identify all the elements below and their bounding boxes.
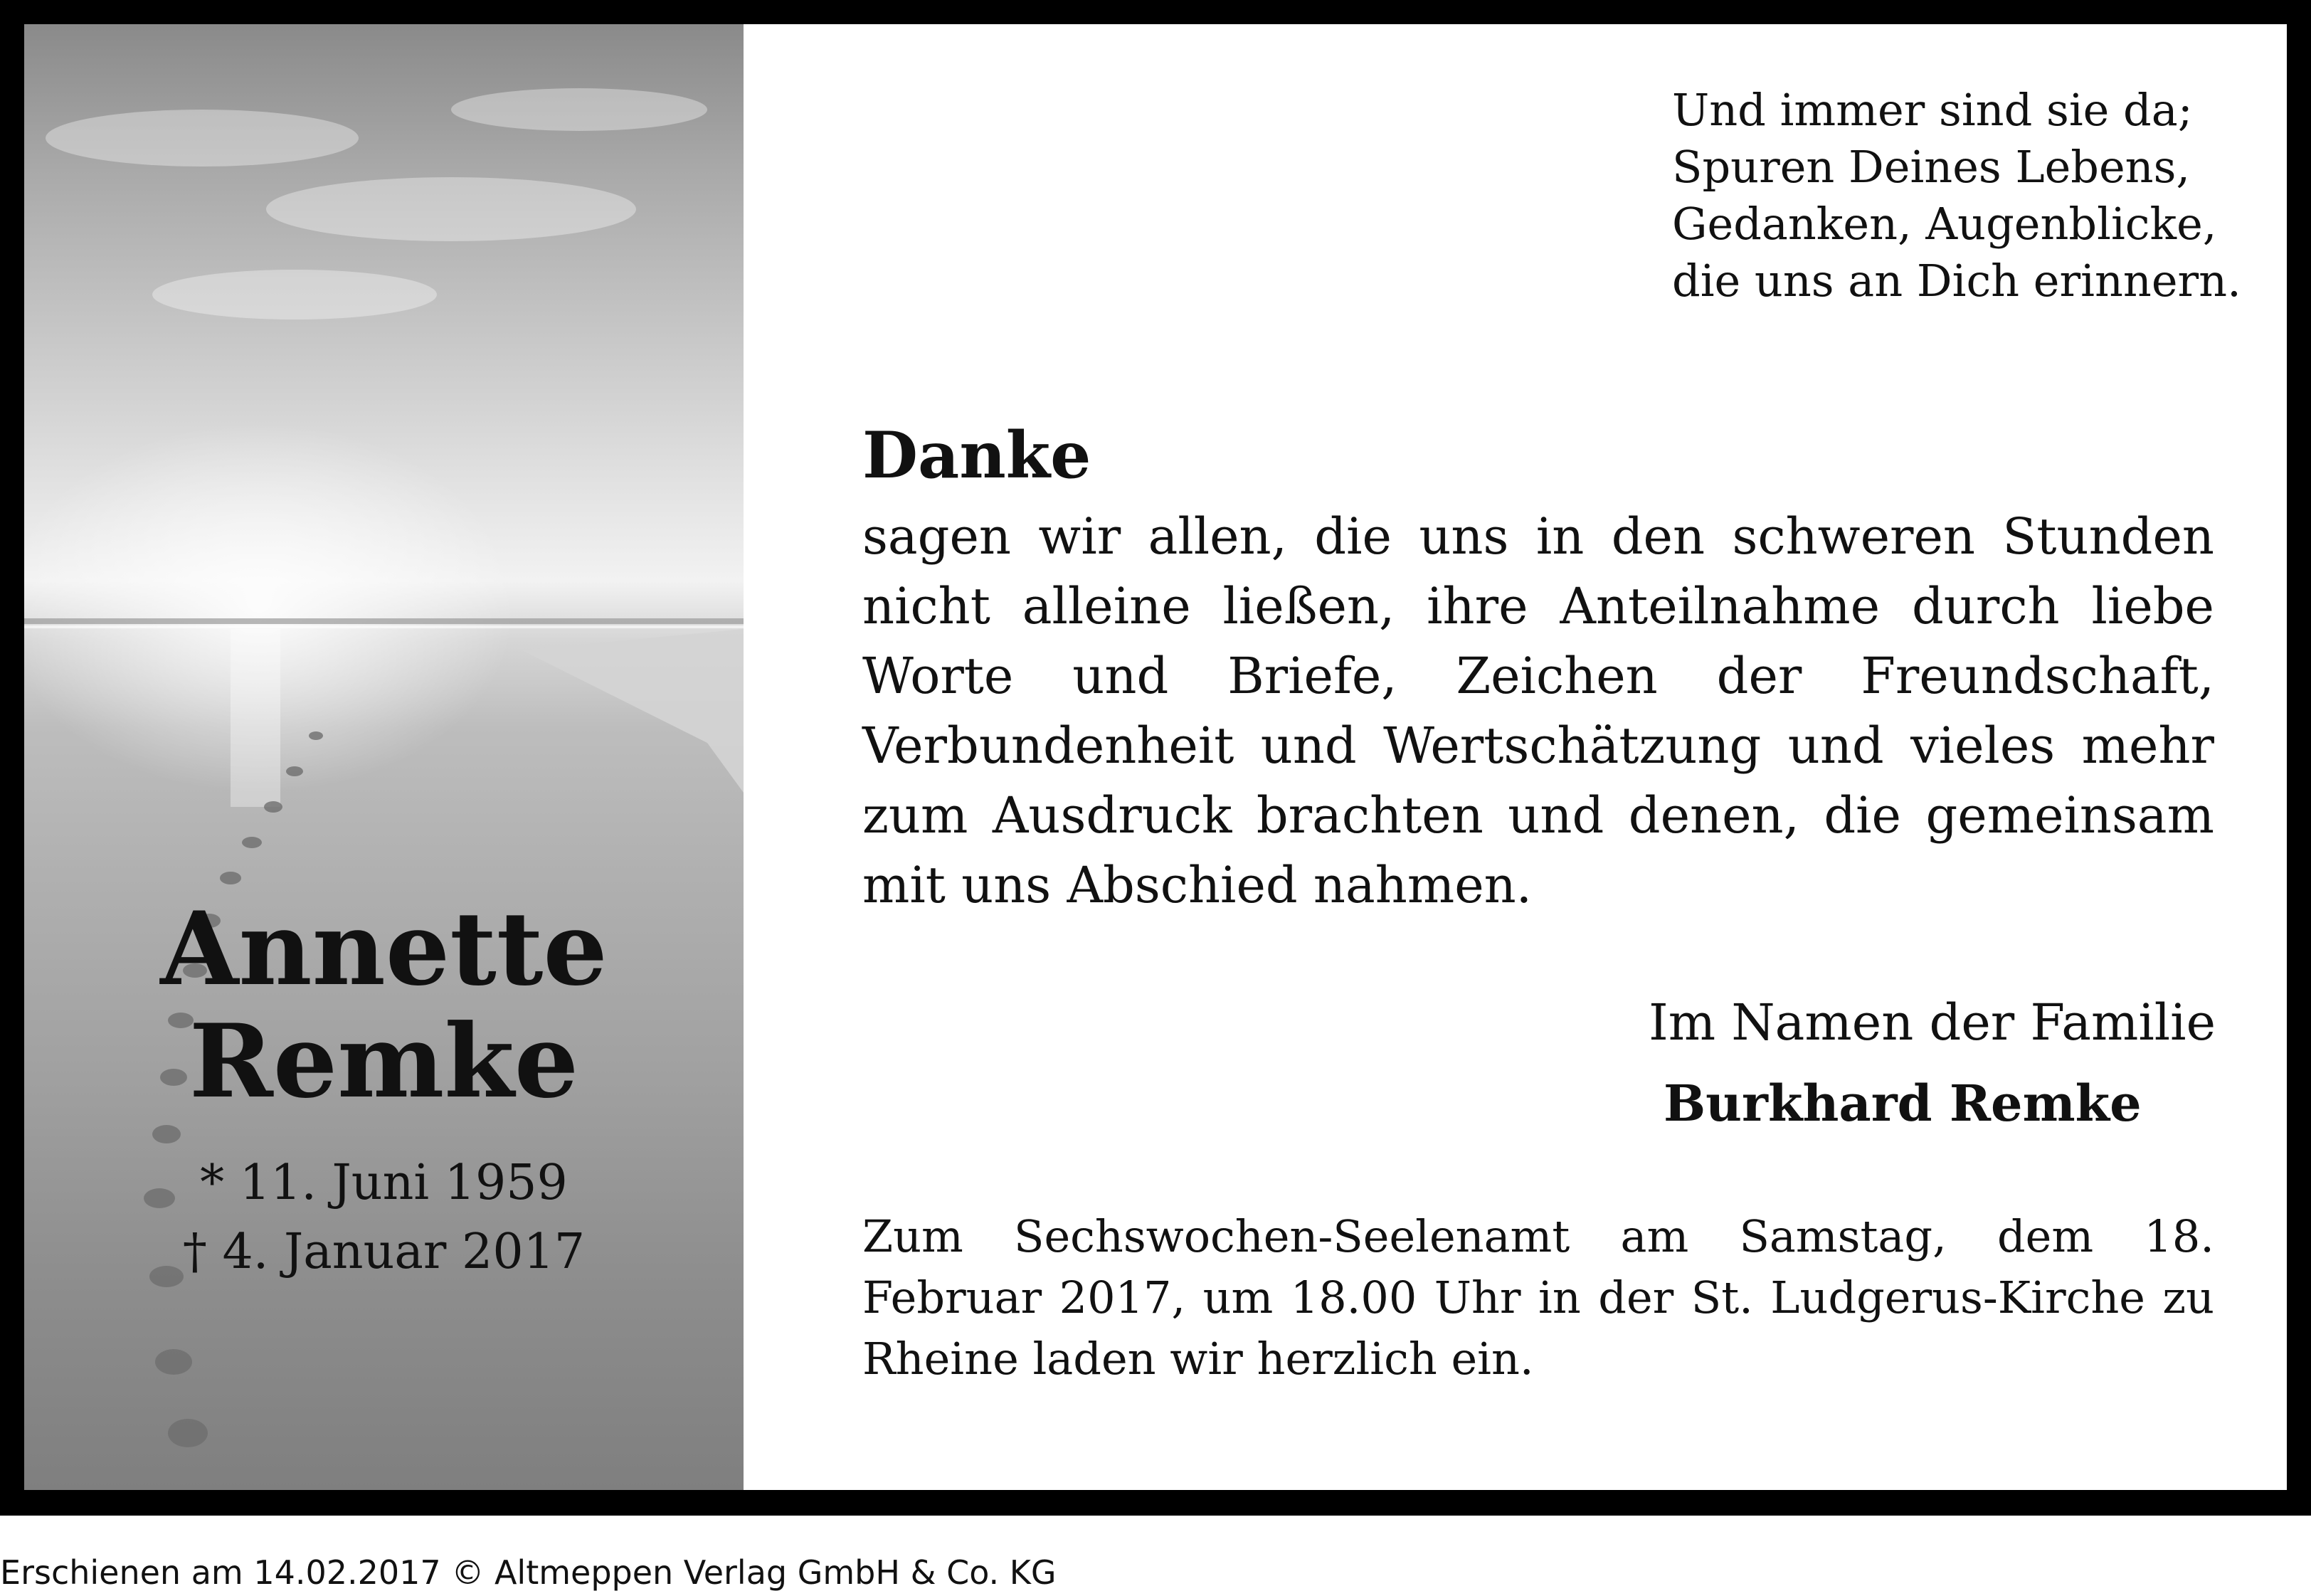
thanks-text: sagen wir allen, die uns in den schweren Stunden nicht alleine ließen, ihre Anteilnahme durch liebe Worte und Briefe, Zeichen der Freundschaft, Verbundenheit und Wertschätzung und vieles mehr zum Ausdruck brachten und denen, die gemeinsam mit uns Abschied nahmen. <box>862 507 2214 914</box>
death-date: † 4. Januar 2017 <box>182 1224 586 1280</box>
poem <box>1672 82 2241 310</box>
deceased-first-name: Annette <box>160 890 608 1008</box>
poem-line: Und immer sind sie da; <box>1672 84 2193 136</box>
birth-date: * 11. Juni 1959 <box>200 1155 568 1211</box>
poem-line: Spuren Deines Lebens, <box>1672 141 2191 193</box>
signature-intro: Im Namen der Familie <box>1649 993 2216 1052</box>
publication-footer: Erschienen am 14.02.2017 © Altmeppen Verlag GmbH & Co. KG <box>0 1553 1057 1592</box>
deceased-last-name: Remke <box>189 1003 579 1121</box>
invitation-text: Zum Sechswochen-Seelenamt am Samstag, dem 18. Februar 2017, um 18.00 Uhr in der St. Ludgerus-Kirche zu Rheine laden wir herzlich ein. <box>862 1210 2214 1385</box>
signature-name: Burkhard Remke <box>1664 1074 2142 1133</box>
poem-line: Gedanken, Augenblicke, <box>1672 198 2217 250</box>
poem-line: die uns an Dich erinnern. <box>1672 255 2241 307</box>
thanks-heading: Danke <box>862 418 1091 493</box>
